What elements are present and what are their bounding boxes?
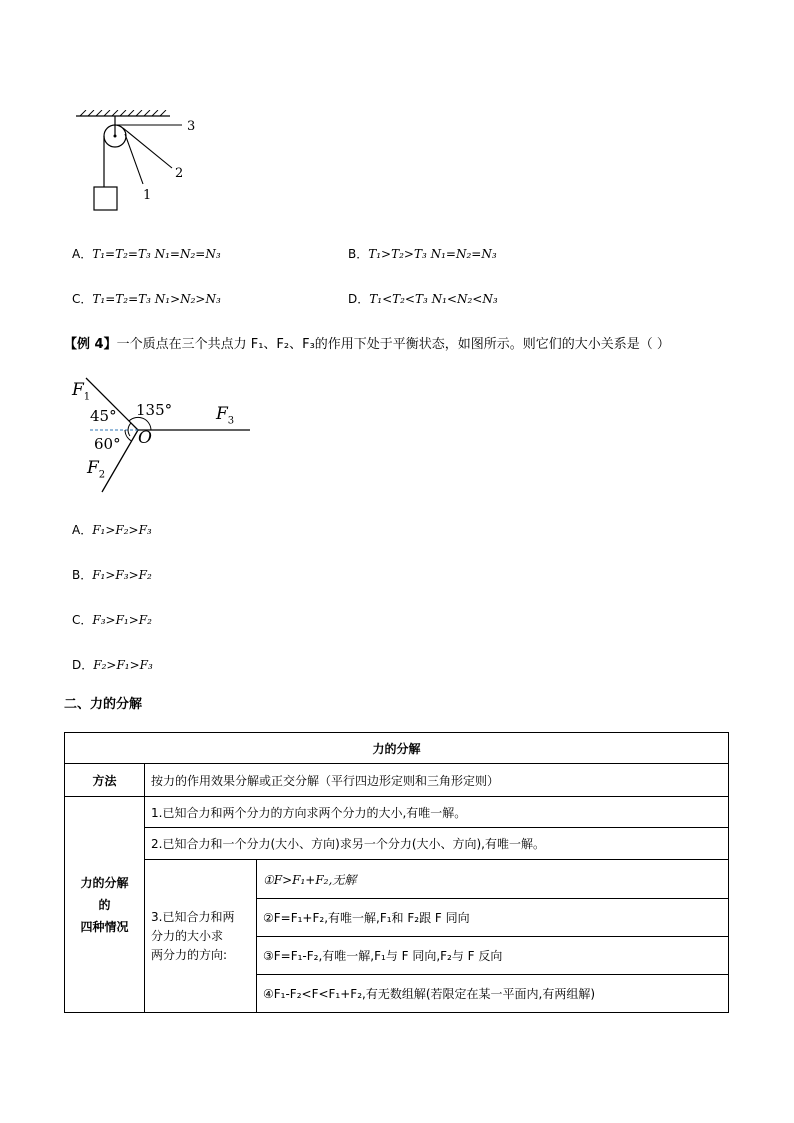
case-3-sub-2: ②F=F₁+F₂,有唯一解,F₁和 F₂跟 F 同向 — [257, 899, 729, 937]
method-label: 方法 — [65, 764, 145, 797]
force-decomposition-table — [64, 732, 729, 1013]
force-f3-label: $F_3$ — [216, 404, 235, 427]
force-f1-label: $F_1$ — [72, 380, 91, 403]
section-title: 二、力的分解 — [64, 697, 143, 712]
force-f2-label: $F_2$ — [87, 458, 106, 481]
option-c-prev[interactable]: C．T₁=T₂=T₃ N₁>N₂>N₃ — [72, 292, 221, 306]
rope-label-2: 2 — [175, 166, 184, 181]
option-d[interactable]: D．F₂>F₁>F₃ — [72, 658, 153, 672]
option-d-prev[interactable]: D．T₁<T₂<T₃ N₁<N₂<N₃ — [348, 292, 498, 306]
example-4-question: 【例 4】一个质点在三个共点力 F₁、F₂、F₃的作用下处于平衡状态，如图所示。则它们的大小关系是（ ） — [64, 337, 670, 352]
case-3-sub-4: ④F₁-F₂<F<F₁+F₂,有无数组解(若限定在某一平面内,有两组解) — [257, 975, 729, 1013]
option-b[interactable]: B．F₁>F₃>F₂ — [72, 568, 152, 582]
angle-60-label: 60° — [94, 435, 121, 453]
option-a[interactable]: A．F₁>F₂>F₃ — [72, 523, 152, 537]
option-b-prev[interactable]: B．T₁>T₂>T₃ N₁=N₂=N₃ — [348, 247, 497, 261]
pulley-figure — [70, 110, 200, 215]
case-3-sub-1: ①F>F₁+F₂,无解 — [257, 860, 729, 899]
option-a-prev[interactable]: A．T₁=T₂=T₃ N₁=N₂=N₃ — [72, 247, 221, 261]
case-2: 2.已知合力和一个分力(大小、方向)求另一个分力(大小、方向),有唯一解。 — [145, 828, 729, 860]
rope-label-3: 3 — [187, 119, 196, 134]
method-text: 按力的作用效果分解或正交分解（平行四边形定则和三角形定则） — [145, 764, 729, 797]
origin-o-label: O — [138, 428, 152, 448]
option-c[interactable]: C．F₃>F₁>F₂ — [72, 613, 152, 627]
case-3: 3.已知合力和两 分力的大小求 两分力的方向: — [145, 860, 257, 1013]
case-1: 1.已知合力和两个分力的方向求两个分力的大小,有唯一解。 — [145, 797, 729, 828]
cases-label: 力的分解 的 四种情况 — [65, 797, 145, 1013]
table-title: 力的分解 — [65, 733, 729, 764]
angle-135-label: 135° — [136, 401, 173, 419]
case-3-sub-3: ③F=F₁-F₂,有唯一解,F₁与 F 同向,F₂与 F 反向 — [257, 937, 729, 975]
rope-label-1: 1 — [143, 188, 152, 203]
angle-45-label: 45° — [90, 407, 117, 425]
